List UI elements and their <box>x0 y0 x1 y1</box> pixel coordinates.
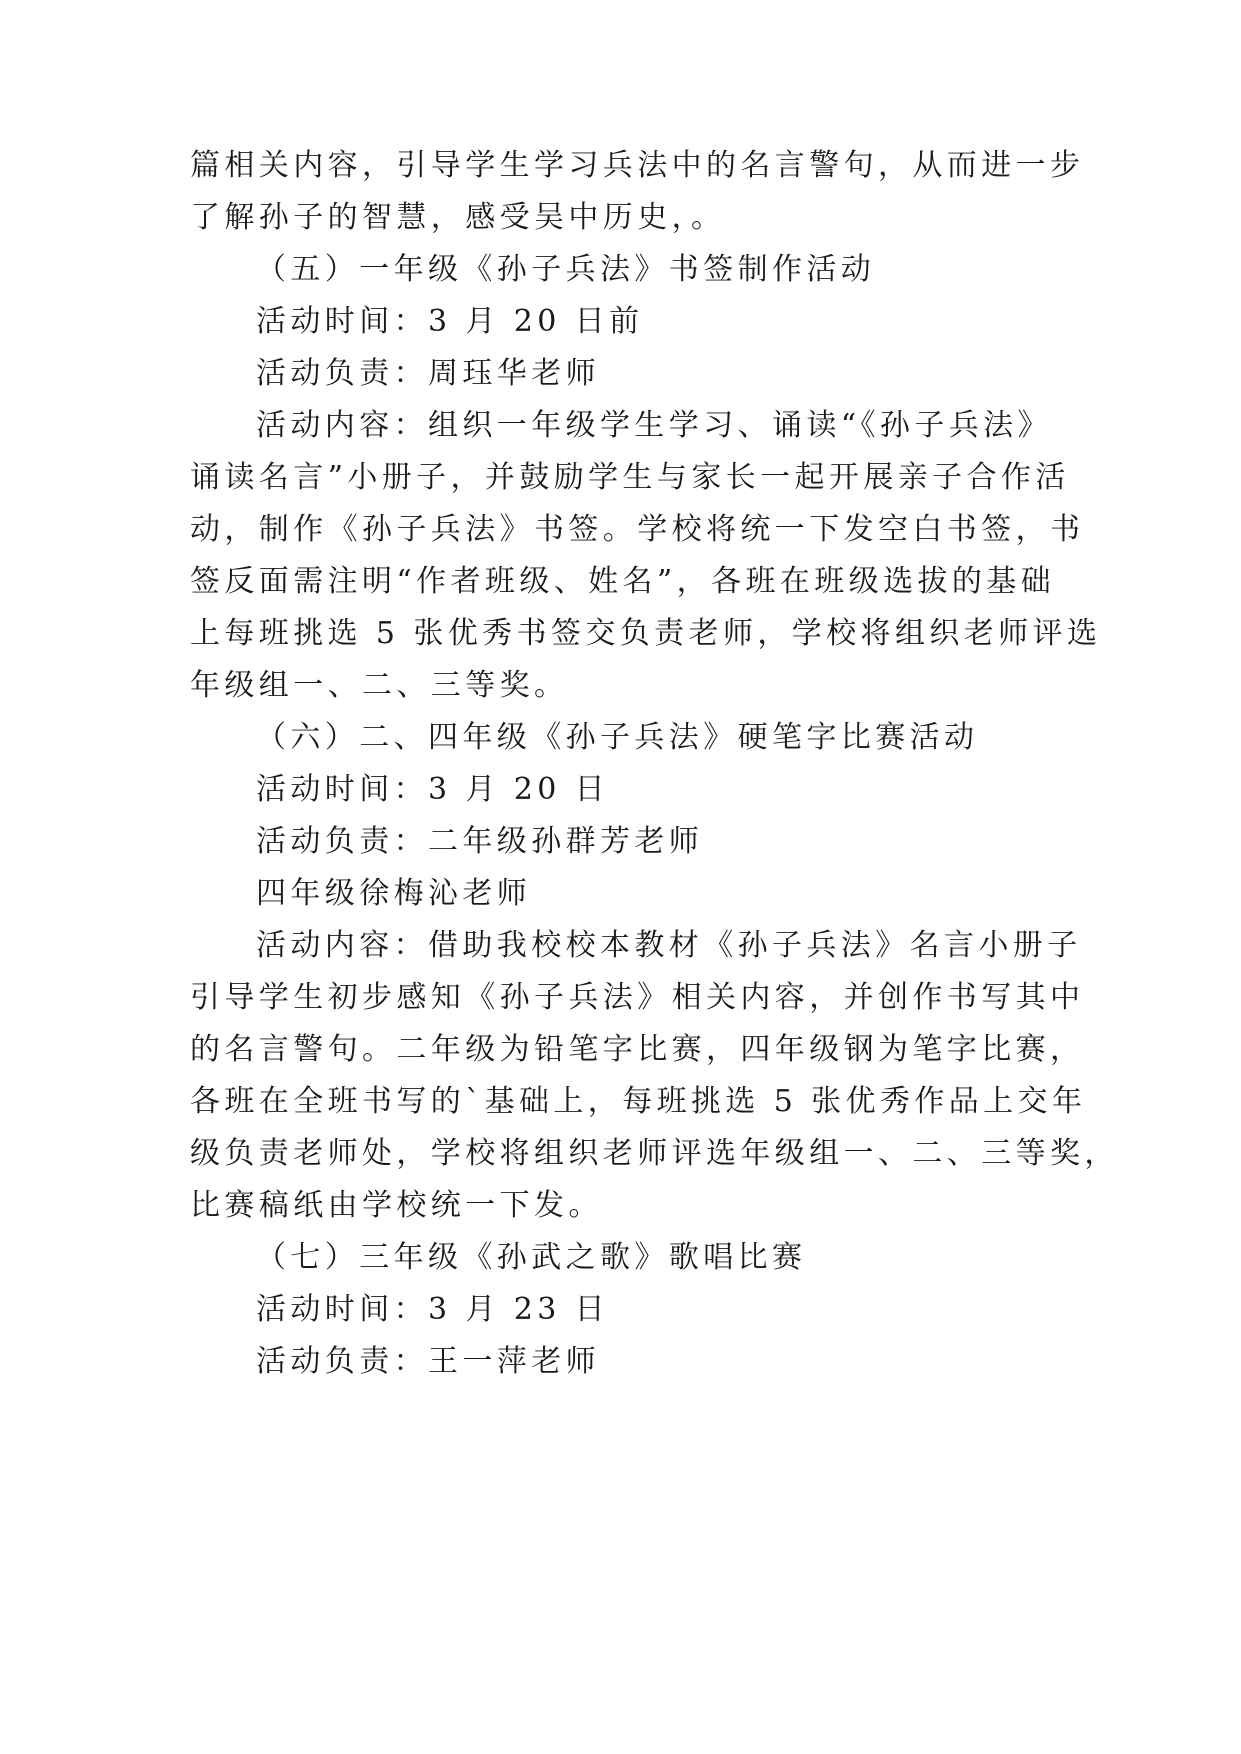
activity-time-line: 活动时间：3 月 20 日前 <box>256 304 644 339</box>
paragraph-line: 动，制作《孙子兵法》书签。学校将统一下发空白书签，书 <box>190 512 1085 547</box>
section-heading-6: （六）二、四年级《孙子兵法》硬笔字比赛活动 <box>256 720 979 755</box>
section-heading-5: （五）一年级《孙子兵法》书签制作活动 <box>256 252 876 287</box>
paragraph-line: 引导学生初步感知《孙子兵法》相关内容，并创作书写其中 <box>190 980 1085 1015</box>
paragraph-line: 年级组一、二、三等奖。 <box>190 668 569 703</box>
activity-time-line: 活动时间：3 月 20 日 <box>256 772 610 807</box>
paragraph-line: 签反面需注明“作者班级、姓名”，各班在班级选拔的基础 <box>190 564 1056 599</box>
paragraph-line: 了解孙子的智慧，感受吴中历史，。 <box>190 200 726 235</box>
paragraph-line: 各班在全班书写的`基础上，每班挑选 5 张优秀作品上交年 <box>190 1084 1087 1119</box>
activity-time-line: 活动时间：3 月 23 日 <box>256 1292 610 1327</box>
activity-content-line: 活动内容：组织一年级学生学习、诵读“《孙子兵法》 <box>256 408 1052 443</box>
paragraph-line: 比赛稿纸由学校统一下发。 <box>190 1188 603 1223</box>
activity-owner-line-2: 四年级徐梅沁老师 <box>256 876 532 911</box>
paragraph-line: 篇相关内容，引导学生学习兵法中的名言警句，从而进一步 <box>190 148 1085 183</box>
activity-owner-line: 活动负责：周珏华老师 <box>256 356 600 391</box>
activity-owner-line: 活动负责：二年级孙群芳老师 <box>256 824 704 859</box>
activity-content-line: 活动内容：借助我校校本教材《孙子兵法》名言小册子 <box>256 928 1082 963</box>
section-heading-7: （七）三年级《孙武之歌》歌唱比赛 <box>256 1240 807 1275</box>
paragraph-line: 的名言警句。二年级为铅笔字比赛，四年级钢为笔字比赛， <box>190 1032 1085 1067</box>
paragraph-line: 诵读名言”小册子，并鼓励学生与家长一起开展亲子合作活 <box>190 460 1070 495</box>
activity-owner-line: 活动负责：王一萍老师 <box>256 1344 600 1379</box>
paragraph-line: 上每班挑选 5 张优秀书签交负责老师，学校将组织老师评选 <box>190 616 1102 651</box>
paragraph-line: 级负责老师处，学校将组织老师评选年级组一、二、三等奖， <box>190 1136 1119 1171</box>
